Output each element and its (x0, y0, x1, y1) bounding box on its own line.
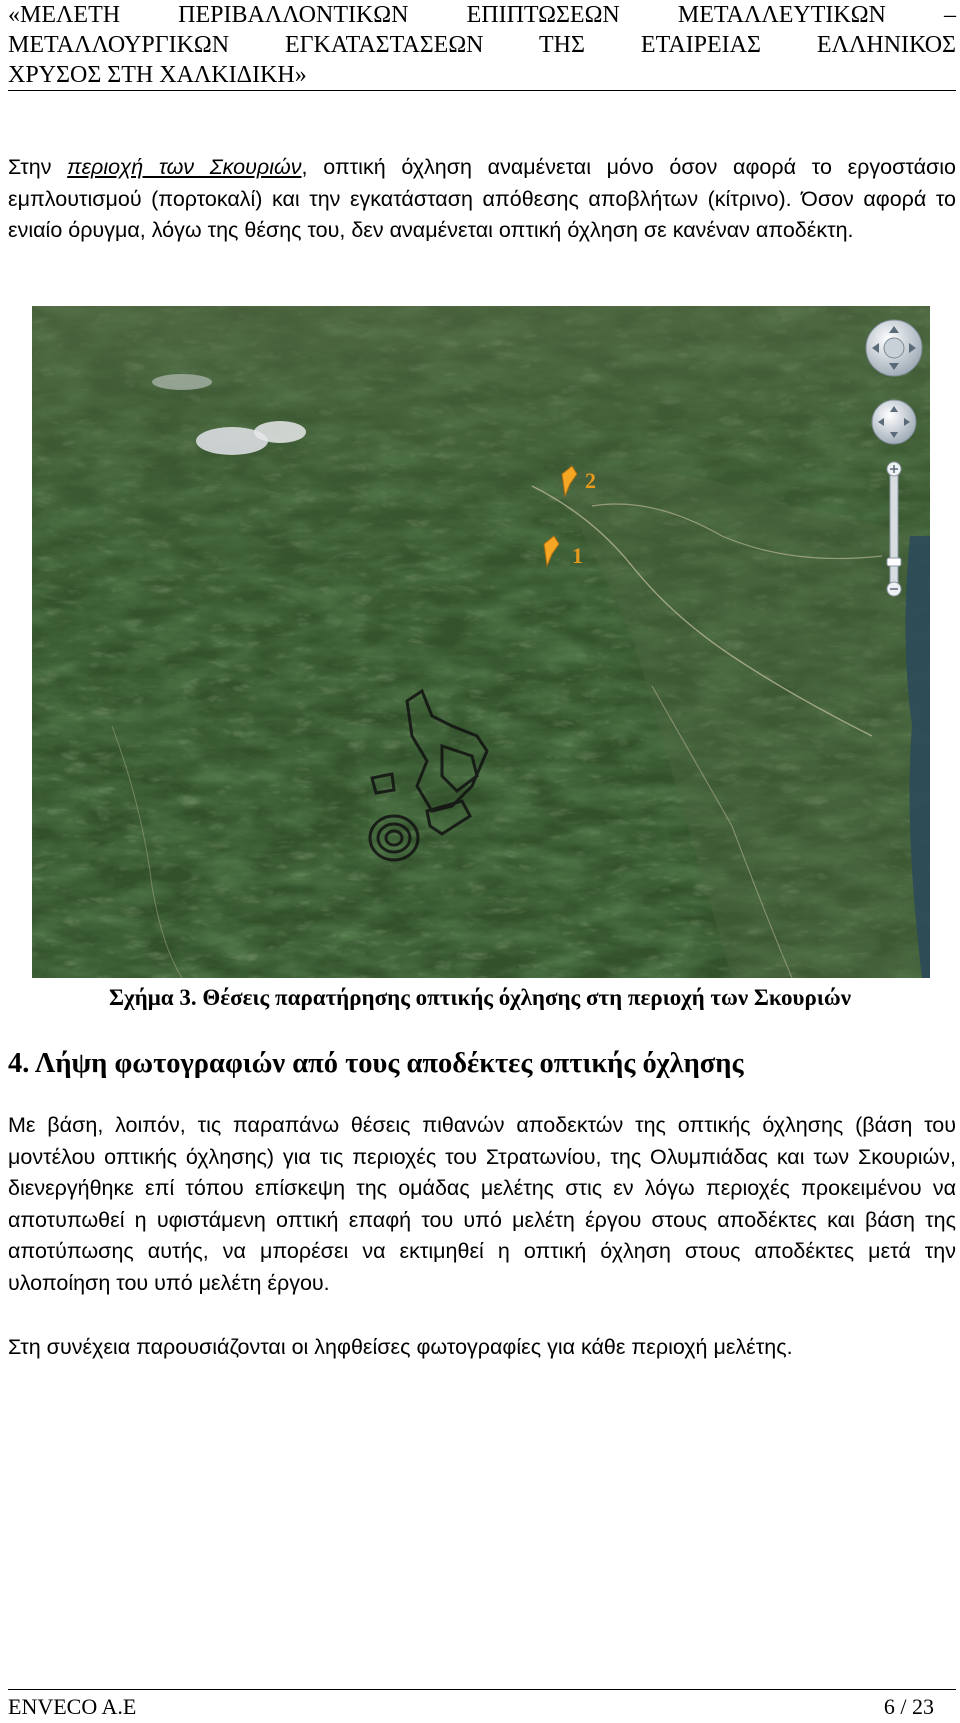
cloud (152, 374, 212, 390)
area-reference: περιοχή των Σκουριών (67, 155, 302, 179)
satellite-map (32, 306, 930, 978)
header-divider (8, 90, 956, 91)
header-line-2: ΜΕΤΑΛΛΟΥΡΓΙΚΩΝ ΕΓΚΑΤΑΣΤΑΣΕΩΝ ΤΗΣ ΕΤΑΙΡΕΙΑΣ ΕΛΛΗΝΙΚΟΣ (8, 32, 956, 58)
figure-caption: Σχήμα 3. Θέσεις παρατήρησης οπτικής όχλησης στη περιοχή των Σκουριών (109, 985, 851, 1010)
section-heading: 4. Λήψη φωτογραφιών από τους αποδέκτες οπτικής όχλησης (8, 1048, 744, 1079)
zoom-slider-track[interactable] (890, 466, 898, 586)
section-paragraph-1: Με βάση, λοιπόν, τις παραπάνω θέσεις πιθανών αποδεκτών της οπτικής όχλησης (βάση του μοντέλου οπτικής όχλησης) για τις περιοχές του Στρατωνίου, της Ολυμπιάδας και των Σκουριών, διενεργήθηκε επί τόπου επίσκεψη της ομάδας μελέτης στις εν λόγω περιοχές προκειμένου να αποτυπωθεί η υφιστάμενη οπτική επαφή του υπό μελέτη έργου στους αποδέκτες και βάση της αποτύπωσης αυτής, να μπορέσει να εκτιμηθεί η οπτική όχληση στους αποδέκτες μετά την υλοποίηση του υπό μελέτη έργου. (8, 1113, 956, 1295)
cloud (254, 421, 306, 443)
section-paragraph-2: Στη συνέχεια παρουσιάζονται οι ληφθείσες φωτογραφίες για κάθε περιοχή μελέτης. (8, 1335, 793, 1359)
satellite-map-figure (32, 306, 930, 978)
eye-icon (884, 338, 904, 358)
header-line-1: «ΜΕΛΕΤΗ ΠΕΡΙΒΑΛΛΟΝΤΙΚΩΝ ΕΠΙΠΤΩΣΕΩΝ ΜΕΤΑΛΛΕΥΤΙΚΩΝ – (8, 2, 956, 28)
intro-text: , οπτική όχληση αναμένεται μόνο όσον αφορά το εργοστάσιο εμπλουτισμού (πορτοκαλί) και την εγκατάσταση απόθεσης αποβλήτων (κίτρινο). Όσον αφορά το ενιαίο όρυγμα, λόγω της θέσης του, δεν αναμένεται οπτική όχληση σε κανέναν αποδέκτη. (8, 155, 957, 242)
zoom-slider-handle[interactable] (887, 558, 901, 566)
footer-company: ENVECO A.E (8, 1694, 137, 1719)
marker-1-label: 1 (572, 543, 583, 568)
document-header (8, 0, 956, 90)
intro-paragraph (8, 152, 956, 247)
intro-prefix: Στην (8, 155, 68, 179)
footer-divider (8, 1689, 956, 1690)
marker-2-label: 2 (585, 468, 596, 493)
page-number: 6 / 23 (883, 1694, 934, 1719)
header-line-3: ΧΡΥΣΟΣ ΣΤΗ ΧΑΛΚΙΔΙΚΗ» (8, 62, 307, 88)
